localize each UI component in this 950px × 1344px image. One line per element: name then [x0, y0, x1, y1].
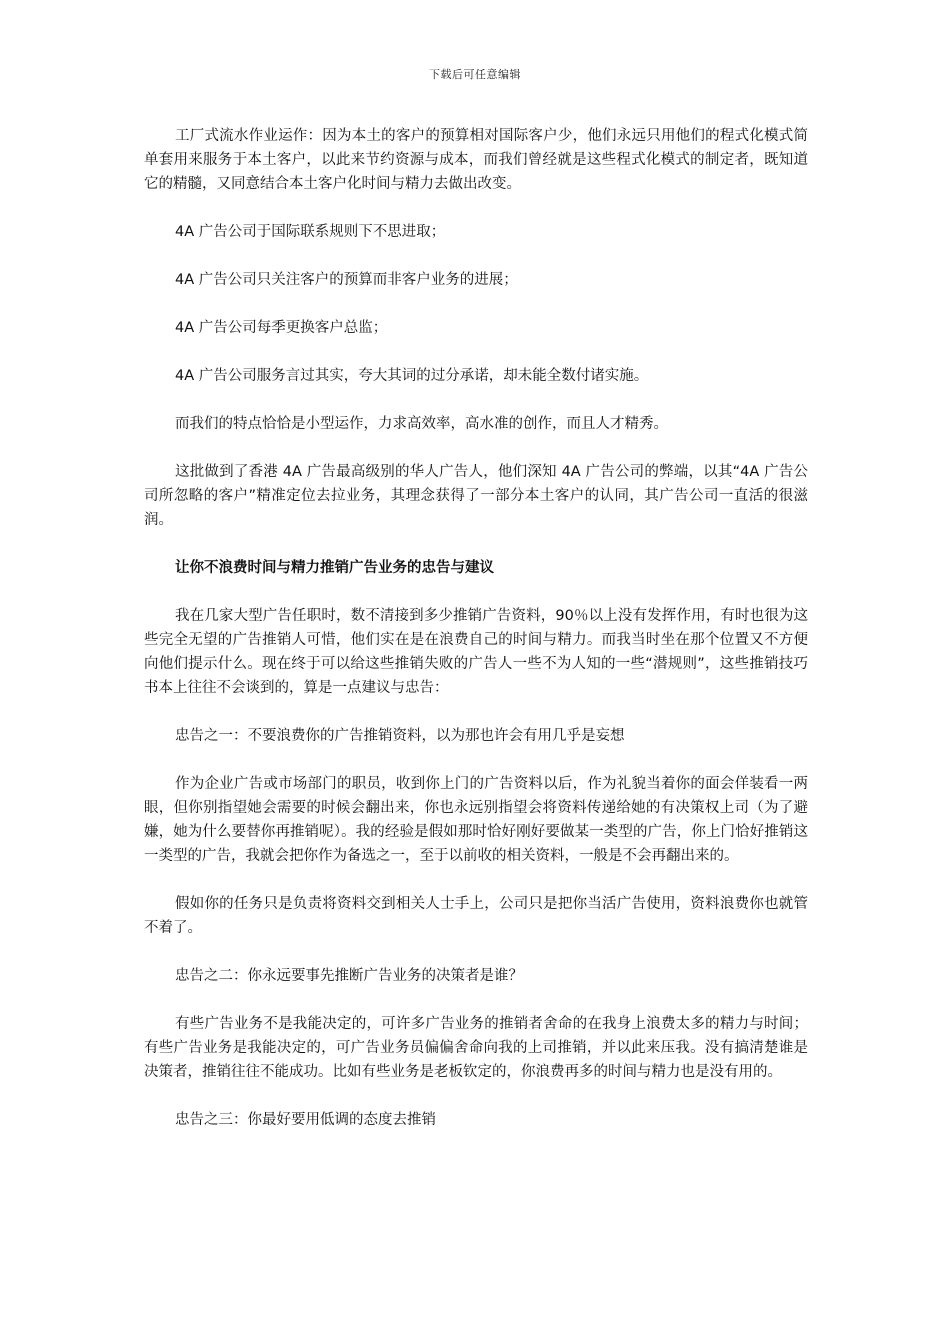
- paragraph: 作为企业广告或市场部门的职员，收到你上门的广告资料以后，作为礼貌当着你的面会佯装看一两眼，但你别指望她会需要的时候会翻出来，你也永远别指望会将资料传递给她的有决策权上司（为了避嫌，她为什么要替你再推销呢）。我的经验是假如那时恰好刚好要做某一类型的广告，你上门恰好推销这一类型的广告，我就会把你作为备选之一，至于以前收的相关资料，一般是不会再翻出来的。: [144, 776, 808, 864]
- paragraph: 4A 广告公司每季更换客户总监；: [175, 320, 388, 336]
- advice-heading: 忠告之一：不要浪费你的广告推销资料，以为那也许会有用几乎是妄想: [175, 728, 625, 744]
- paragraph: 这批做到了香港 4A 广告最高级别的华人广告人，他们深知 4A 广告公司的弊端，以其“4A 广告公司所忽略的客户”精准定位去拉业务，其理念获得了一部分本土客户的认同，其广告公司一直活的很滋润。: [144, 464, 808, 528]
- advice-heading: 忠告之二：你永远要事先推断广告业务的决策者是谁？: [175, 968, 523, 984]
- paragraph: 我在几家大型广告任职时，数不清接到多少推销广告资料，90％以上没有发挥作用，有时也很为这些完全无望的广告推销人可惜，他们实在是在浪费自己的时间与精力。而我当时坐在那个位置又不方便向他们提示什么。现在终于可以给这些推销失败的广告人一些不为人知的一些“潜规则”，这些推销技巧书本上往往不会谈到的，算是一点建议与忠告：: [144, 608, 808, 696]
- paragraph: 工厂式流水作业运作：因为本土的客户的预算相对国际客户少，他们永远只用他们的程式化模式简单套用来服务于本土客户，以此来节约资源与成本，而我们曾经就是这些程式化模式的制定者，既知道它的精髓，又同意结合本土客户化时间与精力去做出改变。: [144, 128, 808, 192]
- page-header: 下载后可任意编辑: [429, 68, 521, 81]
- section-heading: 让你不浪费时间与精力推销广告业务的忠告与建议: [175, 560, 494, 576]
- paragraph: 假如你的任务只是负责将资料交到相关人士手上，公司只是把你当活广告使用，资料浪费你也就管不着了。: [144, 896, 808, 936]
- paragraph: 4A 广告公司于国际联系规则下不思进取；: [175, 224, 446, 240]
- paragraph: 而我们的特点恰恰是小型运作，力求高效率，高水准的创作，而且人才精秀。: [175, 416, 668, 432]
- paragraph: 4A 广告公司只关注客户的预算而非客户业务的进展；: [175, 272, 518, 288]
- paragraph: 4A 广告公司服务言过其实，夸大其词的过分承诺，却未能全数付诸实施。: [175, 368, 649, 384]
- advice-heading: 忠告之三：你最好要用低调的态度去推销: [175, 1112, 436, 1128]
- paragraph: 有些广告业务不是我能决定的，可许多广告业务的推销者舍命的在我身上浪费太多的精力与时间；有些广告业务是我能决定的，可广告业务员偏偏舍命向我的上司推销，并以此来压我。没有搞清楚谁是决策者，推销往往不能成功。比如有些业务是老板钦定的，你浪费再多的时间与精力也是没有用的。: [144, 1016, 808, 1080]
- document-body: [144, 124, 808, 1156]
